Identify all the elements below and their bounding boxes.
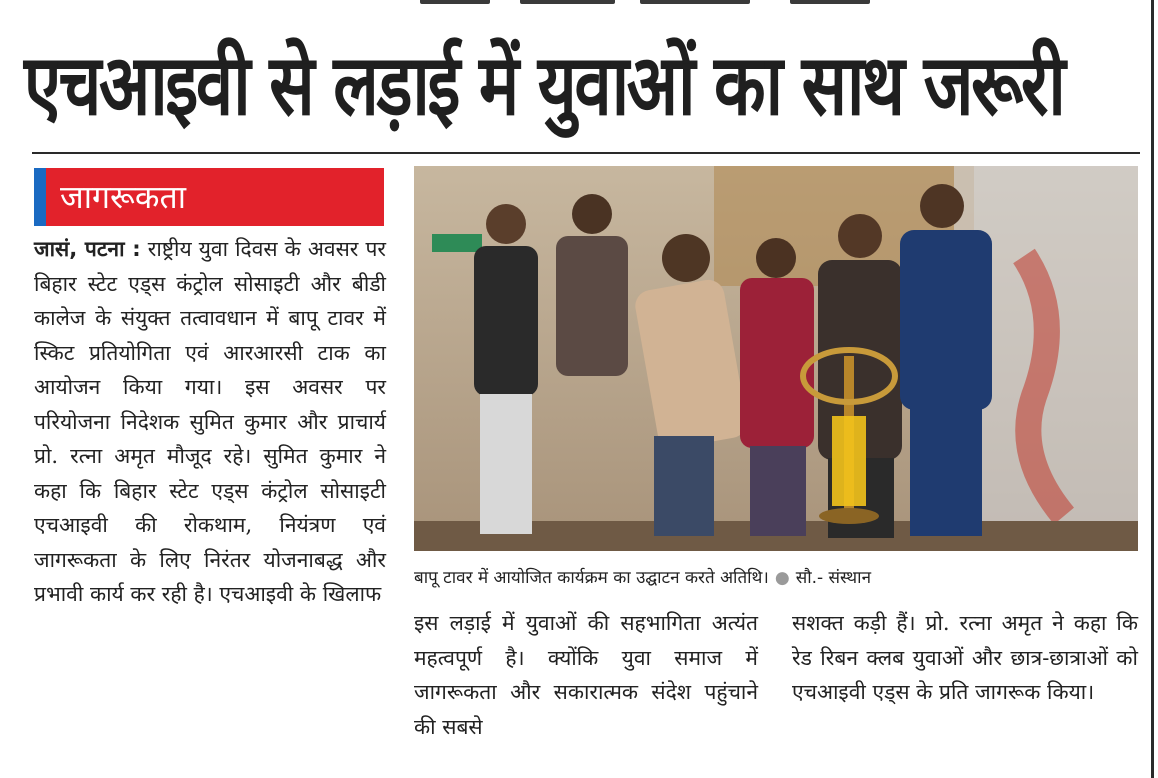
event-photo [414, 166, 1138, 551]
person-6 [900, 184, 992, 536]
article-column-2 [414, 606, 758, 744]
event-photo-illustration [414, 166, 1138, 551]
previous-article-cut-text [0, 0, 1158, 8]
dateline: जासं, पटना : [34, 237, 141, 261]
section-label [34, 168, 384, 226]
article-body-col3: सशक्त कड़ी हैं। प्रो. रत्ना अमृत ने कहा कि रेड रिबन क्लब युवाओं और छात्र-छात्राओं को एचआइवी एड्स के प्रति जागरूक किया। [792, 611, 1138, 704]
person-4 [740, 238, 814, 536]
bullet-icon: ● [774, 568, 790, 588]
article-body-col1: राष्ट्रीय युवा दिवस के अवसर पर बिहार स्टेट एड्स कंट्रोल सोसाइटी और बीडी कालेज के संयुक्त तत्वावधान में बापू टावर में स्किट प्रतियोगिता एवं आरआरसी टाक का आयोजन किया गया। इस अवसर पर परियोजना निदेशक सुमित कुमार और प्राचार्य प्रो. रत्ना अमृत मौजूद रहे। सुमित कुमार ने कहा कि बिहार स्टेट एड्स कंट्रोल सोसाइटी एचआइवी की रोकथाम, नियंत्रण एवं जागरूकता के लिए निरंतर योजनाबद्ध और प्रभावी कार्य कर रही है। एचआइवी के खिलाफ [34, 237, 386, 606]
headline-rule [32, 152, 1140, 154]
column-rule-right [1151, 0, 1154, 778]
photo-caption [414, 560, 1138, 596]
article-column-3 [792, 606, 1138, 710]
photo-caption-text: बापू टावर में आयोजित कार्यक्रम का उद्घाटन करते अतिथि। [414, 568, 769, 588]
headline: एचआइवी से लड़ाई में युवाओं का साथ जरूरी [24, 36, 1064, 134]
photo-credit: सौ.- संस्थान [795, 568, 872, 588]
article-body-col2: इस लड़ाई में युवाओं की सहभागिता अत्यंत महत्वपूर्ण है। क्योंकि युवा समाज में जागरूकता और सकारात्मक संदेश पहुंचाने की सबसे [414, 611, 758, 739]
article-column-1 [34, 232, 386, 612]
person-1 [474, 204, 538, 534]
section-label-text: जागरूकता [60, 178, 187, 216]
